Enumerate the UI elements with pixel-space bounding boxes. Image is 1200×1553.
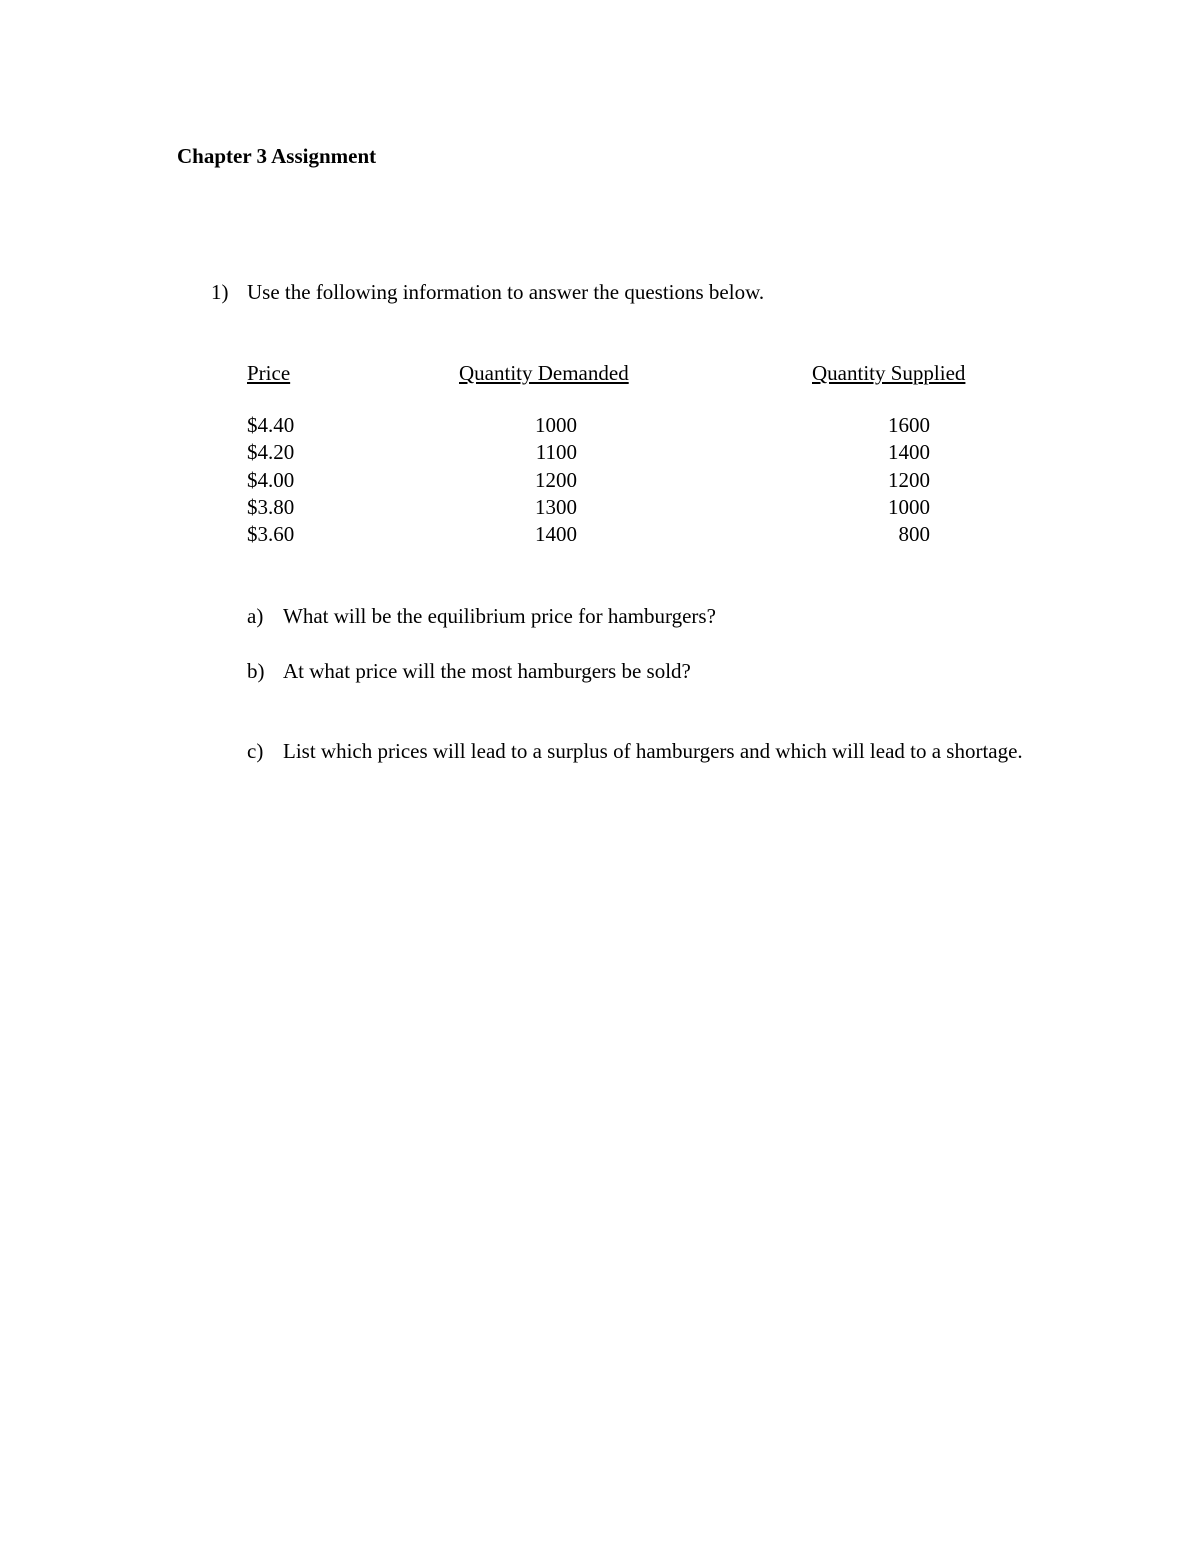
quantity-supplied-cell: 1000 [888, 494, 930, 519]
price-cell: $4.40 [247, 413, 295, 437]
subquestion-letter: a) [247, 604, 264, 628]
quantity-demanded-cell: 1400 [535, 522, 577, 547]
subquestion-text: What will be the equilibrium price for hamburgers? [283, 604, 716, 628]
page-title: Chapter 3 Assignment [177, 144, 377, 168]
quantity-demanded-cell: 1300 [535, 494, 577, 519]
subquestion-text: At what price will the most hamburgers be sold? [283, 659, 691, 683]
quantity-supplied-cell: 1200 [888, 467, 930, 492]
price-cell: $4.00 [247, 467, 295, 492]
quantity-demanded-cell: 1000 [535, 413, 577, 437]
data-table [0, 412, 1200, 548]
subquestion-letter: b) [247, 659, 265, 683]
table-row [0, 439, 1200, 466]
quantity-demanded-cell: 1100 [535, 440, 577, 465]
quantity-supplied-cell: 800 [898, 522, 930, 547]
quantity-demanded-cell: 1200 [535, 467, 577, 492]
table-row [0, 467, 1200, 494]
price-cell: $3.80 [247, 494, 295, 519]
subquestion-letter: c) [247, 739, 264, 763]
column-header-price: Price [247, 361, 291, 385]
subquestion-text: List which prices will lead to a surplus of hamburgers and which will lead to a shortage. [283, 739, 1023, 763]
table-row [0, 412, 1200, 439]
quantity-supplied-cell: 1400 [888, 440, 930, 465]
quantity-supplied-cell: 1600 [888, 413, 930, 437]
table-row [0, 521, 1200, 548]
question-number: 1) [211, 280, 229, 304]
table-row [0, 494, 1200, 521]
question-text: Use the following information to answer the questions below. [247, 280, 765, 304]
column-header-quantity-supplied: Quantity Supplied [812, 361, 966, 385]
price-cell: $3.60 [247, 522, 295, 547]
price-cell: $4.20 [247, 440, 295, 465]
column-header-quantity-demanded: Quantity Demanded [459, 361, 629, 385]
